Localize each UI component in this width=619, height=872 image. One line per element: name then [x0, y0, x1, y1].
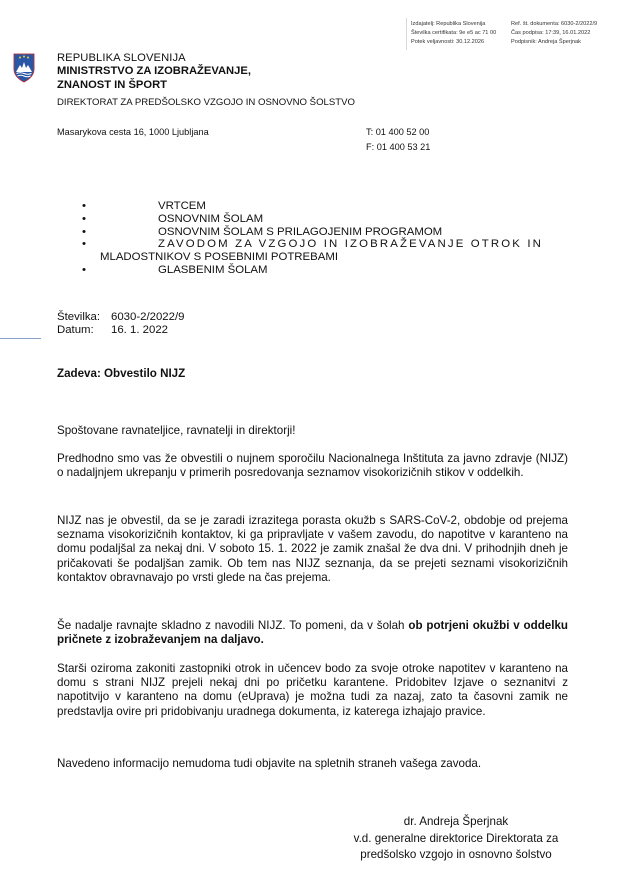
paragraph-3: [57, 619, 568, 647]
document-reference: [57, 311, 184, 337]
recipient-special-needs-line2: MLADOSTNIKOV S POSEBNIMI POTREBAMI: [100, 251, 338, 264]
signatory-name: dr. Andreja Šperjnak: [403, 815, 509, 828]
sig-validity: Potek veljavnosti: 30.12.2026: [411, 39, 485, 45]
number-value: 6030-2/2022/9: [111, 311, 185, 323]
signatory-role-line2: predšolsko vzgojo in osnovno šolstvo: [360, 848, 552, 861]
list-item: [82, 238, 582, 251]
margin-divider: [0, 338, 41, 339]
paragraph-1: Predhodno smo vas že obvestili o nujnem sporočilu Nacionalnega Inštituta za javno zdravje (NIJZ) o nadaljnjem ukrepanju v primerih posredovanja seznamov visokorizičnih stikov v oddelkih.: [57, 452, 568, 480]
recipient-adapted-schools: OSNOVNIM ŠOLAM S PRILAGOJENIM PROGRAMOM: [158, 225, 443, 238]
paragraph-4: Starši oziroma zakoniti zastopniki otrok in učencev bodo za svoje otroke napotitev v karanteno na domu s strani NIJZ prejeli nekaj dni po pričetku karantene. Pridobitev Izjave o seznanitvi z napotitvijo v karanteno na domu (eUprava) je možna tudi za nazaj, zato ta časovni zamik ne predstavlja ovire pri pridobivanju uradnega dokumenta, iz katerega izhajajo pravice.: [57, 662, 568, 718]
sig-cert-number: Številka certifikata: 9e e5 ac 71 00: [411, 30, 497, 36]
bullet: •: [82, 263, 86, 276]
list-item: [82, 264, 582, 277]
signatory-role-line1: v.d. generalne direktorice Direktorata za: [353, 832, 559, 845]
subject-line: Zadeva: Obvestilo NIJZ: [57, 367, 186, 380]
digital-signature-box: [406, 18, 614, 50]
header-ministry-line2: ZNANOST IN ŠPORT: [57, 79, 168, 91]
list-item: [82, 213, 582, 226]
bullet: •: [82, 212, 86, 225]
paragraph-2: NIJZ nas je obvestil, da se je zaradi izrazitega porasta okužb s SARS-CoV-2, obdobje od prejema seznama visokorizičnih kontaktov, ki ga pripravljate v vašem zavodu, do napotitve v karanteno na domu podaljšal za nekaj dni. V soboto 15. 1. 2022 je zamik znašal že dva dni. V prihodnjih dneh je pričakovati še podaljšan zamik. Ob tem nas NIJZ seznanja, da se prejeti seznami visokorizičnih kontaktov obravnavajo po vrsti glede na čas prejema.: [57, 514, 568, 584]
bullet: •: [82, 225, 86, 238]
sig-issuer: Izdajatelj: Republika Slovenija: [411, 21, 486, 27]
recipient-list: [82, 200, 582, 277]
recipient-special-needs-line1: ZAVODOM ZA VZGOJO IN IZOBRAŽEVANJE OTROK IN: [158, 238, 544, 251]
date-label: Datum:: [57, 324, 94, 336]
recipient-kindergartens: VRTCEM: [158, 200, 206, 212]
sig-signing-time: Čas podpisa: 17:39, 16.01.2022: [511, 30, 591, 36]
slovenia-coat-of-arms-icon: [13, 53, 35, 83]
header-ministry-line1: MINISTRSTVO ZA IZOBRAŽEVANJE,: [57, 65, 251, 77]
bullet: •: [82, 238, 86, 251]
sig-doc-ref: Ref. št. dokumenta: 6030-2/2022/9: [511, 21, 598, 27]
header-directorate: DIREKTORAT ZA PREDŠOLSKO VZGOJO IN OSNOVNO ŠOLSTVO: [57, 97, 356, 108]
header-country: REPUBLIKA SLOVENIJA: [57, 52, 186, 64]
paragraph-3-emphasis: ob potrjeni okužbi v oddelku pričnete z izobraževanjem na daljavo.: [57, 619, 568, 647]
paragraph-5: Navedeno informacijo nemudoma tudi objavite na spletnih straneh vašega zavoda.: [57, 757, 482, 770]
recipient-primary-schools: OSNOVNIM ŠOLAM: [158, 212, 264, 225]
date-value: 16. 1. 2022: [111, 324, 169, 336]
number-label: Številka:: [57, 311, 101, 323]
contact-phone: T: 01 400 52 00: [366, 127, 430, 137]
list-item: [82, 200, 582, 213]
list-item: [82, 226, 582, 239]
sig-signer: Podpisnik: Andreja Šperjnak: [511, 39, 581, 45]
contact-fax: F: 01 400 53 21: [366, 142, 431, 152]
bullet: •: [82, 200, 86, 212]
contact-address: Masarykova cesta 16, 1000 Ljubljana: [57, 127, 209, 137]
paragraph-3-text: Še nadalje ravnajte skladno z navodili NIJZ. To pomeni, da v šolah: [57, 619, 409, 632]
recipient-music-schools: GLASBENIM ŠOLAM: [158, 263, 268, 276]
greeting: Spoštovane ravnateljice, ravnatelji in direktorji!: [57, 424, 296, 437]
